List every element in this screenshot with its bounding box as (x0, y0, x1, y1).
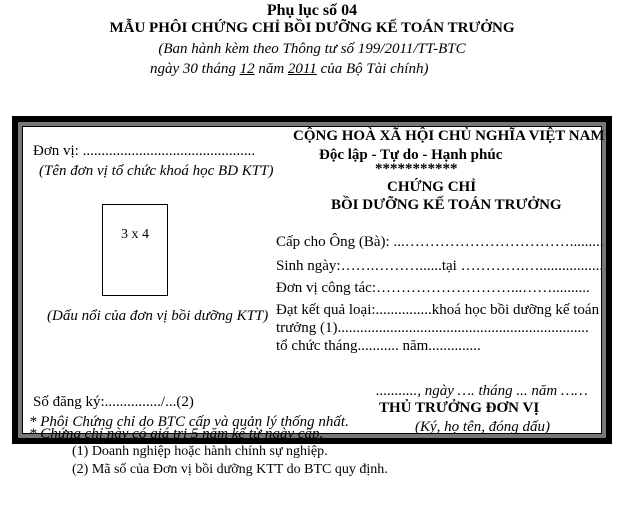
field-course-date: tổ chức tháng........... năm.............. (276, 338, 481, 354)
note-validity: * Chứng chỉ này có giá trị 5 năm kể từ ngày cấp. (29, 426, 324, 442)
unit-note: (Tên đơn vị tổ chức khoá học BD KTT) (39, 163, 274, 179)
registration-line: Số đăng ký:.............../...(2) (33, 394, 194, 410)
date-month: 12 (239, 61, 255, 77)
date-year: 2011 (287, 61, 317, 77)
issued-by-line: (Ban hành kèm theo Thông tư số 199/2011/TT-BTC (158, 41, 466, 57)
seal-note: (Dấu nổi của đơn vị bồi dưỡng KTT) (47, 308, 269, 324)
field-result: Đạt kết quả loại:...............khoá học bồi dưỡng kế toán (276, 302, 600, 318)
nation-title: CỘNG HOÀ XÃ HỘI CHỦ NGHĨA VIỆT NAM (293, 128, 605, 144)
certificate-subtitle: BỒI DƯỠNG KẾ TOÁN TRƯỞNG (331, 197, 562, 213)
issued-date-line (150, 61, 428, 78)
photo-placeholder (102, 204, 168, 296)
note-issuance: * Phôi Chứng chỉ do BTC cấp và quản lý thống nhất. (29, 414, 349, 430)
field-birth: Sinh ngày:…….………......tại ………….…................. (276, 258, 604, 274)
signature-note: (Ký, họ tên, đóng dấu) (415, 419, 550, 435)
form-title: MẪU PHÔI CHỨNG CHỈ BỒI DƯỠNG KẾ TOÁN TRƯỞNG (109, 20, 515, 36)
certificate-title: CHỨNG CHỈ (387, 179, 477, 195)
date-part1: ngày 30 tháng (150, 61, 240, 77)
signing-date: ..........., ngày …. tháng ... năm …… (376, 383, 588, 399)
unit-line: Đơn vị: .............................................. (33, 143, 256, 159)
footnote-2: (2) Mã số của Đơn vị bồi dưỡng KTT do BTC quy định. (72, 462, 388, 477)
stars-divider: *********** (375, 161, 458, 177)
date-part3: của Bộ Tài chính) (316, 61, 429, 77)
photo-label: 3 x 4 (121, 227, 149, 242)
nation-motto: Độc lập - Tự do - Hạnh phúc (319, 147, 503, 163)
field-result-cont: trưởng (1)................................................................... (276, 320, 589, 336)
footnote-1: (1) Doanh nghiệp hoặc hành chính sự nghiệp. (72, 444, 328, 459)
signer-title: THỦ TRƯỞNG ĐƠN VỊ (379, 400, 540, 416)
date-part2: năm (254, 61, 288, 77)
certificate-frame (12, 116, 612, 444)
field-recipient: Cấp cho Ông (Bà): ...……………………………......... (276, 234, 604, 250)
appendix-title: Phụ lục số 04 (266, 2, 358, 19)
field-workplace: Đơn vị công tác:………………………...…….......... (276, 280, 590, 296)
certificate-body (22, 126, 605, 442)
